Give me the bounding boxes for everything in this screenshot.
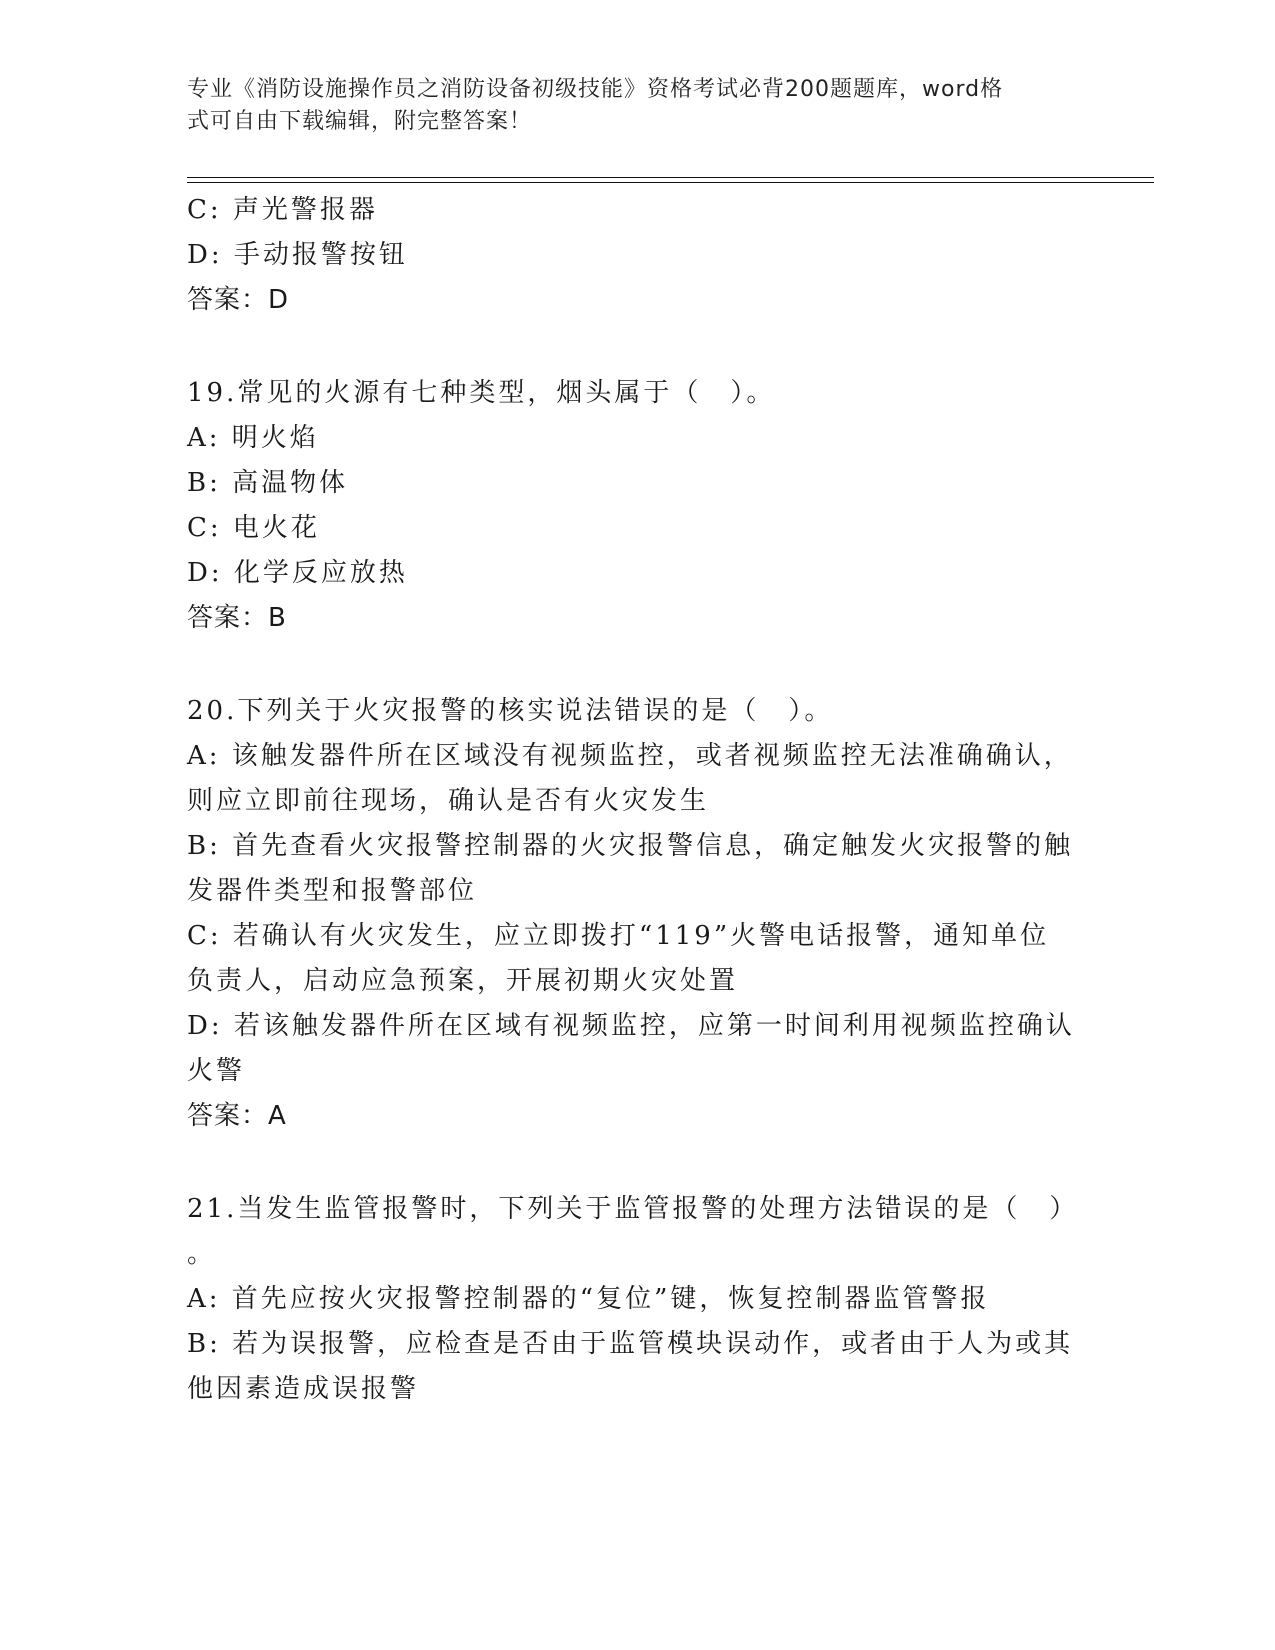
question-20 xyxy=(187,689,1087,1139)
question-content xyxy=(187,188,1087,1412)
spacer xyxy=(187,323,1087,371)
option-d: D: 化学反应放热 xyxy=(187,558,408,588)
spacer xyxy=(187,1139,1087,1187)
question-stem: 20.下列关于火灾报警的核实说法错误的是（ ）。 xyxy=(187,696,834,726)
option-d-continuation: 火警 xyxy=(187,1056,246,1086)
option-a: A: 首先应按火灾报警控制器的“复位”键，恢复控制器监管警报 xyxy=(187,1284,990,1314)
spacer xyxy=(187,641,1087,689)
option-d: D: 手动报警按钮 xyxy=(187,240,408,270)
option-a-continuation: 则应立即前往现场，确认是否有火灾发生 xyxy=(187,786,710,816)
question-stem: 21.当发生监管报警时，下列关于监管报警的处理方法错误的是（ ） xyxy=(187,1194,1079,1224)
option-a: A: 该触发器件所在区域没有视频监控，或者视频监控无法准确确认， xyxy=(187,741,1073,771)
question-21 xyxy=(187,1187,1087,1412)
question-18-tail xyxy=(187,188,1087,323)
option-b-continuation: 发器件类型和报警部位 xyxy=(187,876,478,906)
option-b: B: 高温物体 xyxy=(187,468,349,498)
answer-line: 答案：A xyxy=(187,1101,287,1131)
option-b-continuation: 他因素造成误报警 xyxy=(187,1374,420,1404)
header-line-1: 专业《消防设施操作员之消防设备初级技能》资格考试必背200题题库，word格 xyxy=(187,77,1004,102)
header-divider-bottom xyxy=(187,182,1154,183)
option-b: B: 若为误报警，应检查是否由于监管模块误动作，或者由于人为或其 xyxy=(187,1329,1074,1359)
header-line-2: 式可自由下载编辑，附完整答案！ xyxy=(187,109,533,134)
answer-line: 答案：B xyxy=(187,603,287,633)
option-a: A: 明火焰 xyxy=(187,423,319,453)
answer-line: 答案：D xyxy=(187,285,290,315)
header-divider-top xyxy=(187,177,1154,178)
option-c: C: 电火花 xyxy=(187,513,320,543)
question-stem-continuation: 。 xyxy=(187,1239,217,1269)
option-d: D: 若该触发器件所在区域有视频监控，应第一时间利用视频监控确认 xyxy=(187,1011,1075,1041)
option-c: C: 声光警报器 xyxy=(187,195,378,225)
option-c: C: 若确认有火灾发生，应立即拨打“119”火警电话报警，通知单位 xyxy=(187,921,1050,951)
question-stem: 19.常见的火源有七种类型，烟头属于（ ）。 xyxy=(187,378,776,408)
question-19 xyxy=(187,371,1087,641)
option-b: B: 首先查看火灾报警控制器的火灾报警信息，确定触发火灾报警的触 xyxy=(187,831,1074,861)
page-header xyxy=(187,74,1067,138)
option-c-continuation: 负责人，启动应急预案，开展初期火灾处置 xyxy=(187,966,739,996)
